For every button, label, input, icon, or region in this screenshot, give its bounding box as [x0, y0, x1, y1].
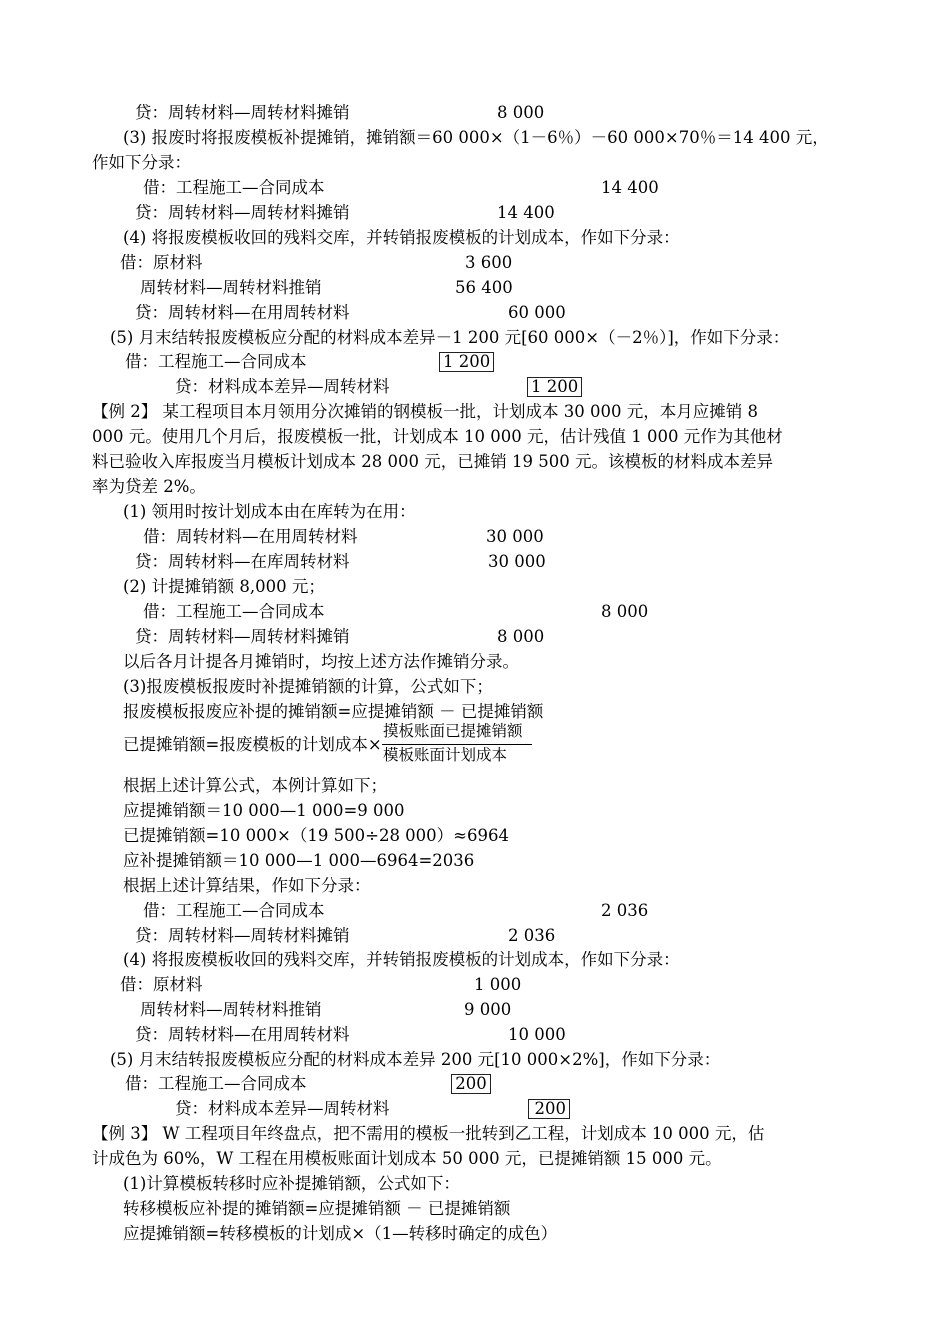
journal-amount: 9 000: [464, 1000, 512, 1019]
journal-debit-line: 借：周转材料—在用周转材料: [143, 527, 358, 546]
paragraph-line: (3)报废模板报废时补提摊销额的计算，公式如下；: [123, 677, 493, 696]
journal-debit-line: 借：工程施工—合同成本: [125, 1074, 307, 1093]
paragraph-line: (2) 计提摊销额 8,000 元；: [123, 577, 325, 596]
journal-debit-line: 借：工程施工—合同成本: [143, 901, 325, 920]
journal-amount: 8 000: [497, 103, 545, 122]
journal-credit-line: 贷：材料成本差异—周转材料: [175, 1099, 390, 1118]
journal-amount-boxed: 200: [528, 1099, 570, 1119]
paragraph-line: (1)计算模板转移时应补提摊销额，公式如下：: [123, 1174, 460, 1193]
journal-amount: 14 400: [497, 203, 555, 222]
journal-credit-line: 贷：周转材料—周转材料摊销: [135, 926, 350, 945]
formula-line: 已提摊销额=10 000×（19 500÷28 000）≈6964: [123, 826, 509, 845]
formula-line: 已提摊销额=报废模板的计划成本×: [123, 735, 382, 754]
example-heading: 【例 3】 W 工程项目年终盘点，把不需用的模板一批转到乙工程，计划成本 10 000 元，估: [92, 1124, 765, 1143]
journal-amount: 30 000: [488, 552, 546, 571]
paragraph-line: 作如下分录：: [92, 153, 191, 172]
journal-amount-boxed: 1 200: [439, 352, 494, 372]
journal-debit-line: 借：工程施工—合同成本: [143, 602, 325, 621]
paragraph-line: (1) 领用时按计划成本由在库转为在用：: [123, 502, 416, 521]
journal-amount-boxed: 1 200: [527, 377, 582, 397]
formula-line: 应补提摊销额＝10 000—1 000—6964=2036: [123, 851, 475, 870]
paragraph-line: (5) 月末结转报废模板应分配的材料成本差异 200 元[10 000×2%]，作如下分录：: [110, 1050, 721, 1069]
journal-amount: 30 000: [486, 527, 544, 546]
paragraph-line: (3) 报废时将报废模板补提摊销，摊销额＝60 000×（1－6％）－60 000×70％＝14 400 元，: [123, 128, 829, 147]
journal-amount: 2 036: [601, 901, 649, 920]
journal-debit-line: 借：工程施工—合同成本: [125, 352, 307, 371]
example-heading: 【例 2】 某工程项目本月领用分次摊销的钢模板一批，计划成本 30 000 元，本月应摊销 8: [92, 402, 758, 421]
journal-credit-line: 贷：周转材料—在库周转材料: [135, 552, 350, 571]
journal-debit-line: 借：工程施工—合同成本: [143, 178, 325, 197]
journal-amount: 10 000: [508, 1025, 566, 1044]
journal-credit-line: 贷：周转材料—周转材料摊销: [135, 203, 350, 222]
journal-debit-line: 借：原材料: [120, 253, 203, 272]
journal-amount: 2 036: [508, 926, 556, 945]
paragraph-line: 计成色为 60%，W 工程在用模板账面计划成本 50 000 元，已提摊销额 15 000 元。: [92, 1149, 722, 1168]
paragraph-line: 以后各月计提各月摊销时，均按上述方法作摊销分录。: [123, 652, 519, 671]
paragraph-line: 根据上述计算结果，作如下分录：: [123, 876, 371, 895]
journal-credit-line: 贷：周转材料—周转材料摊销: [135, 103, 350, 122]
paragraph-line: 000 元。使用几个月后，报废模板一批，计划成本 10 000 元，估计残值 1 000 元作为其他材: [92, 427, 783, 446]
journal-credit-line: 贷：材料成本差异—周转材料: [175, 377, 390, 396]
journal-debit-line: 周转材料—周转材料推销: [140, 278, 322, 297]
journal-amount: 3 600: [465, 253, 513, 272]
journal-credit-line: 贷：周转材料—在用周转材料: [135, 303, 350, 322]
journal-credit-line: 贷：周转材料—周转材料摊销: [135, 627, 350, 646]
formula-line: 转移模板应补提的摊销额=应提摊销额 － 已提摊销额: [123, 1199, 511, 1218]
paragraph-line: (5) 月末结转报废模板应分配的材料成本差异－1 200 元[60 000×（－2％）]，作如下分录：: [110, 328, 790, 347]
journal-amount: 8 000: [497, 627, 545, 646]
paragraph-line: (4) 将报废模板收回的残料交库，并转销报废模板的计划成本，作如下分录：: [123, 950, 680, 969]
journal-amount: 1 000: [474, 975, 522, 994]
journal-amount: 60 000: [508, 303, 566, 322]
fraction-numerator: 摸板账面已提摊销额: [383, 722, 523, 740]
paragraph-line: 率为贷差 2%。: [92, 477, 206, 496]
journal-amount-boxed: 200: [451, 1074, 491, 1094]
journal-debit-line: 借：原材料: [120, 975, 203, 994]
journal-debit-line: 周转材料—周转材料推销: [140, 1000, 322, 1019]
formula-line: 报废模板报废应补提的摊销额=应提摊销额 － 已提摊销额: [123, 702, 544, 721]
journal-amount: 14 400: [601, 178, 659, 197]
paragraph-line: 料已验收入库报废当月模板计划成本 28 000 元，已摊销 19 500 元。该模板的材料成本差异: [92, 452, 773, 471]
fraction-denominator: 模板账面计划成本: [383, 746, 508, 764]
formula-line: 应提摊销额＝10 000—1 000=9 000: [123, 801, 405, 820]
journal-credit-line: 贷：周转材料—在用周转材料: [135, 1025, 350, 1044]
journal-amount: 56 400: [455, 278, 513, 297]
paragraph-line: (4) 将报废模板收回的残料交库，并转销报废模板的计划成本，作如下分录：: [123, 228, 680, 247]
paragraph-line: 根据上述计算公式，本例计算如下；: [123, 776, 387, 795]
journal-amount: 8 000: [601, 602, 649, 621]
formula-line: 应提摊销额=转移模板的计划成×（1—转移时确定的成色）: [123, 1224, 558, 1243]
